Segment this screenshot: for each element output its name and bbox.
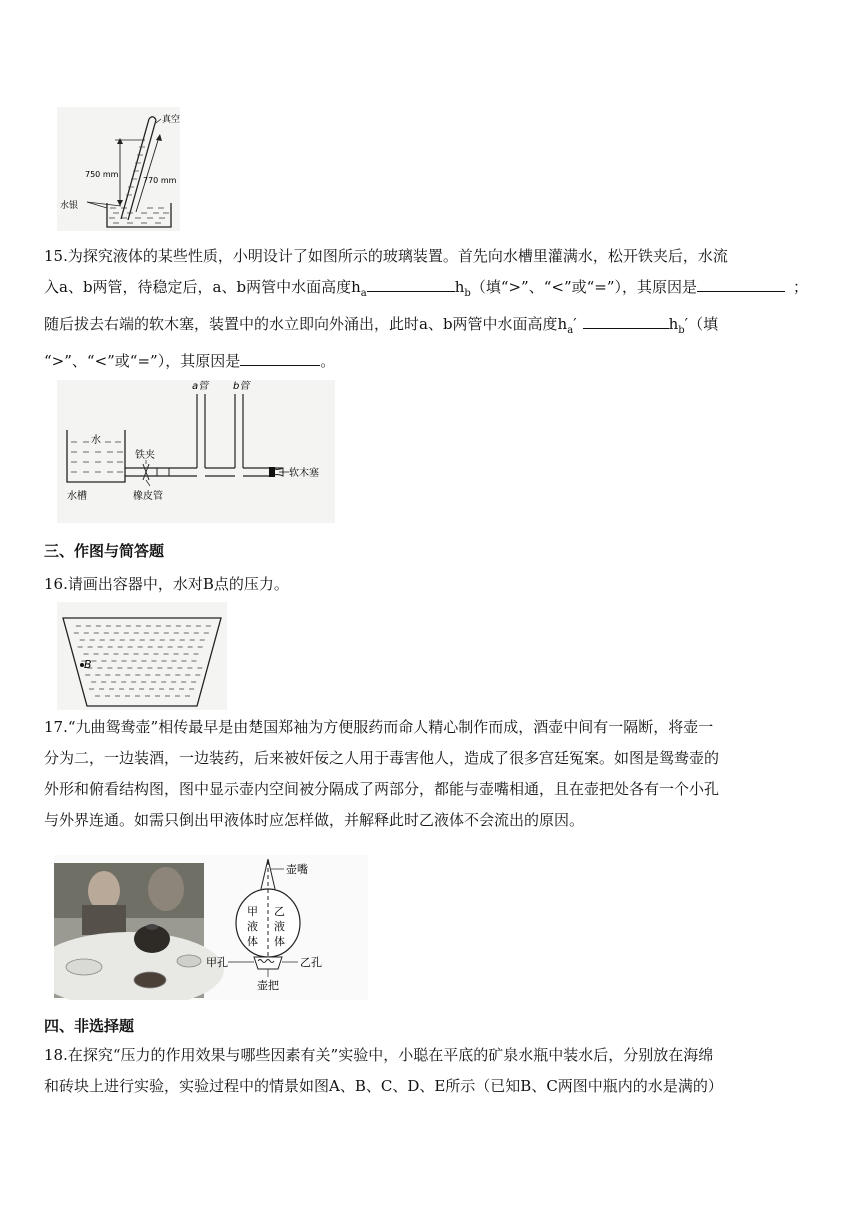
liquid-a-label-3: 体 (247, 935, 258, 948)
handle-label: 壶把 (257, 979, 279, 992)
liquid-a-label-2: 液 (247, 920, 258, 933)
tank-label: 水槽 (67, 491, 87, 502)
hole-a-label: 甲孔 (206, 956, 228, 969)
glass-apparatus-diagram (57, 380, 335, 523)
question-15 (44, 241, 822, 377)
clamp-label: 铁夹 (135, 450, 155, 461)
tube-a-label: a管 (192, 381, 209, 392)
height-750-label: 750 mm (85, 170, 119, 179)
section-3-heading: 三、作图与简答题 (44, 542, 165, 560)
container-diagram (57, 602, 227, 710)
section-4-heading: 四、非选择题 (44, 1017, 135, 1035)
teapot-photo (54, 863, 224, 1000)
vacuum-label: 真空 (162, 115, 180, 125)
q15-line-4: “>”、“<”或“=”），其原因是 。 (44, 352, 336, 370)
container-figure (57, 602, 227, 710)
answer-blank-4[interactable] (240, 350, 320, 366)
torricelli-figure (57, 107, 180, 231)
teapot-figure (54, 855, 368, 1000)
answer-blank-3[interactable] (583, 313, 669, 329)
liquid-b-label-2: 液 (274, 920, 285, 933)
q15-line-1: 15.为探究液体的某些性质，小明设计了如图所示的玻璃装置。首先向水槽里灌满水，松开铁夹后，水流 (44, 247, 728, 265)
cork-label: 软木塞 (289, 468, 319, 479)
water-dashes (74, 626, 211, 696)
answer-blank-1[interactable] (367, 276, 455, 292)
water-label: 水 (91, 435, 101, 446)
mercury-label: 水银 (60, 201, 79, 211)
glass-apparatus-figure (57, 380, 335, 523)
answer-blank-2[interactable] (697, 276, 785, 292)
teapot-diagram (54, 855, 368, 1000)
torricelli-diagram (57, 107, 180, 231)
point-b-label: B (84, 658, 92, 671)
question-18: 18.在探究“压力的作用效果与哪些因素有关”实验中，小聪在平底的矿泉水瓶中装水后，分别放在海绵 和砖块上进行实验，实验过程中的情景如图A、B、C、D、E所示（已知B、C两图中瓶内的水是满的） (44, 1046, 723, 1095)
question-17: 17.“九曲鸳鸯壶”相传最早是由楚国郑袖为方便服药而命人精心制作而成，酒壶中间有一隔断，将壶一 分为二，一边装酒，一边装药，后来被奸佞之人用于毒害他人，造成了很多宫廷冤案。如图是鸳鸯壶的 外形和俯看结构图，图中显示壶内空间被分隔成了两部分，都能与壶嘴相通，且在壶把处各有一个小孔 与外界连通。如需只倒出甲液体时应怎样做，并解释此时乙液体不会流出的原因。 (44, 718, 720, 829)
liquid-b-label-1: 乙 (274, 905, 285, 918)
q15-line-2: 入a、b两管，待稳定后，a、b两管中水面高度$h_a$ $h_b$（填“>”、“<”或“=”），其原因是 ； (44, 278, 809, 299)
tube-b-label: b管 (233, 381, 250, 392)
spout-label: 壶嘴 (286, 863, 308, 876)
height-770-label: 770 mm (143, 176, 177, 185)
liquid-a-label-1: 甲 (247, 905, 258, 918)
question-16: 16.请画出容器中，水对B点的压力。 (44, 575, 289, 593)
q15-line-3: 随后拔去右端的软木塞，装置中的水立即向外涌出，此时a、b两管中水面高度$h_a'$ $h_b'$（填 (44, 315, 719, 336)
hole-b-label: 乙孔 (300, 956, 322, 969)
liquid-b-label-3: 体 (274, 935, 285, 948)
hose-label: 橡皮管 (133, 491, 163, 502)
